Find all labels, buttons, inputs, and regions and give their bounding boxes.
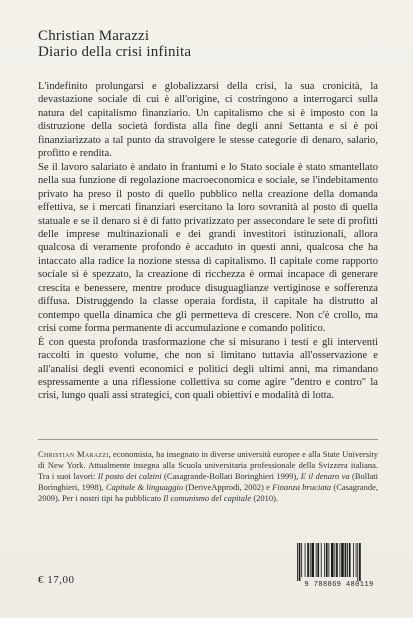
barcode-bar xyxy=(356,543,357,577)
barcode-bar xyxy=(345,543,347,577)
bio-text-4: (DeriveApprodi, 2002) e xyxy=(183,482,273,493)
barcode-bar xyxy=(307,543,309,577)
barcode-bar xyxy=(357,543,358,581)
blurb-paragraph-1: L'indefinito prolungarsi e globalizzarsi della crisi, la sua cronicità, la devastazione sociale di cui è all'origine, ci costringono a interrogarci sulla natura del capitalismo finanziario. Un capitalismo che si è imposto con la distruzione della società fordista alla fine degli anni Settanta e si è poi finanziarizzato a tal punto da stravolgere le stesse categorie di denaro, salario, profitto e rendita. xyxy=(38,81,378,160)
blurb-paragraph-3: È con questa profonda trasformazione che si misurano i testi e gli interventi raccolti in questo volume, che non si limitano tuttavia all'osservazione e all'analisi degli eventi economici e politici degli ultimi anni, ma rimandano espressamente a una riflessione collettiva su come agire "dentro e contro" la crisi, lungo quali assi strategici, con quali obiettivi e modalità di lotta. xyxy=(38,336,378,402)
barcode-bar xyxy=(311,543,314,577)
barcode-bar xyxy=(299,543,301,581)
bio-text-6: (2010). xyxy=(251,493,279,504)
cover-header xyxy=(38,28,191,60)
section-divider xyxy=(38,439,378,440)
barcode-bar xyxy=(340,543,341,577)
bio-work-5: Il comunismo del capitale xyxy=(163,493,252,504)
barcode-bar xyxy=(305,543,306,577)
price-label: € 17,00 xyxy=(38,574,75,586)
barcode-bar xyxy=(316,543,317,577)
bio-text-5: (Casagrande, 2009). Per i nostri tipi ha pubblicato xyxy=(38,482,378,504)
barcode-bar xyxy=(297,543,298,581)
book-title: Diario della crisi infinita xyxy=(38,44,192,60)
blurb-paragraph-2: Se il lavoro salariato è andato in frantumi e lo Stato sociale è stato smantellato nella sua funzione di regolazione macroeconomica e sociale, se l'indebitamento privato ha preso il posto di quello pubblico nella creazione della domanda effettiva, se i mercati finanziari esercitano la loro sovranità al posto di quella statuale e se il denaro si è di fatto privatizzato per assecondare le sete di profitti delle imprese multinazionali e dei grandi investitori istituzionali, allora qualcosa di veramente profondo è accaduto in questi anni, qualcosa che ha intaccato alla radice la nozione stessa di capitalismo. Il capitale come rapporto sociale si è spezzato, la creazione di ricchezza è ormai incapace di generare crescita e benessere, mentre produce disuguaglianze vertiginose e sofferenza diffusa. Distruggendo la classe operaia fordista, il capitale ha distrutto al contempo quella dinamica che gli permetteva di crescere. Non c'è crollo, ma crisi come forma permanente di accumulazione e comando politico. xyxy=(38,161,378,335)
barcode-bar xyxy=(341,543,344,577)
bio-text-2: (Casagrande-Bollati Boringhieri 1999), xyxy=(161,471,301,482)
bio-text-3: (Bollati Boringhieri, 1998), xyxy=(38,471,378,493)
barcode-bar xyxy=(317,543,319,577)
barcode-bar xyxy=(324,543,325,577)
author-name: Christian Marazzi xyxy=(38,28,150,44)
bio-work-2: E il denaro va xyxy=(300,471,350,482)
blurb-text xyxy=(38,80,378,403)
bio-text-1: , economista, ha insegnato in diverse università europee e alla State University di New York. Attualmente insegna alla Scuola universitaria professionale della Svizzera italiana. Tra i suoi lavori: xyxy=(38,449,378,482)
bio-author-name: Christian Marazzi xyxy=(38,449,109,459)
barcode-bar xyxy=(359,543,361,581)
barcode-bar xyxy=(328,543,329,577)
barcode-bar xyxy=(321,543,322,577)
barcode-bars xyxy=(293,543,385,581)
barcode xyxy=(293,543,385,593)
author-bio xyxy=(38,449,378,504)
barcode-bar xyxy=(353,543,354,577)
bio-work-1: Il posto dei calzini xyxy=(97,471,162,482)
barcode-bar xyxy=(336,543,338,577)
barcode-bar xyxy=(301,543,302,577)
barcode-bar xyxy=(347,543,348,577)
barcode-bar xyxy=(326,543,328,577)
barcode-bar xyxy=(334,543,335,577)
barcode-bar xyxy=(349,543,351,577)
barcode-bar xyxy=(310,543,311,577)
barcode-bar xyxy=(331,543,334,577)
barcode-number: 9 788869 480119 xyxy=(304,581,374,589)
bio-work-3: Capitale & linguaggio xyxy=(105,482,184,493)
bio-work-4: Finanza bruciata xyxy=(272,482,332,493)
